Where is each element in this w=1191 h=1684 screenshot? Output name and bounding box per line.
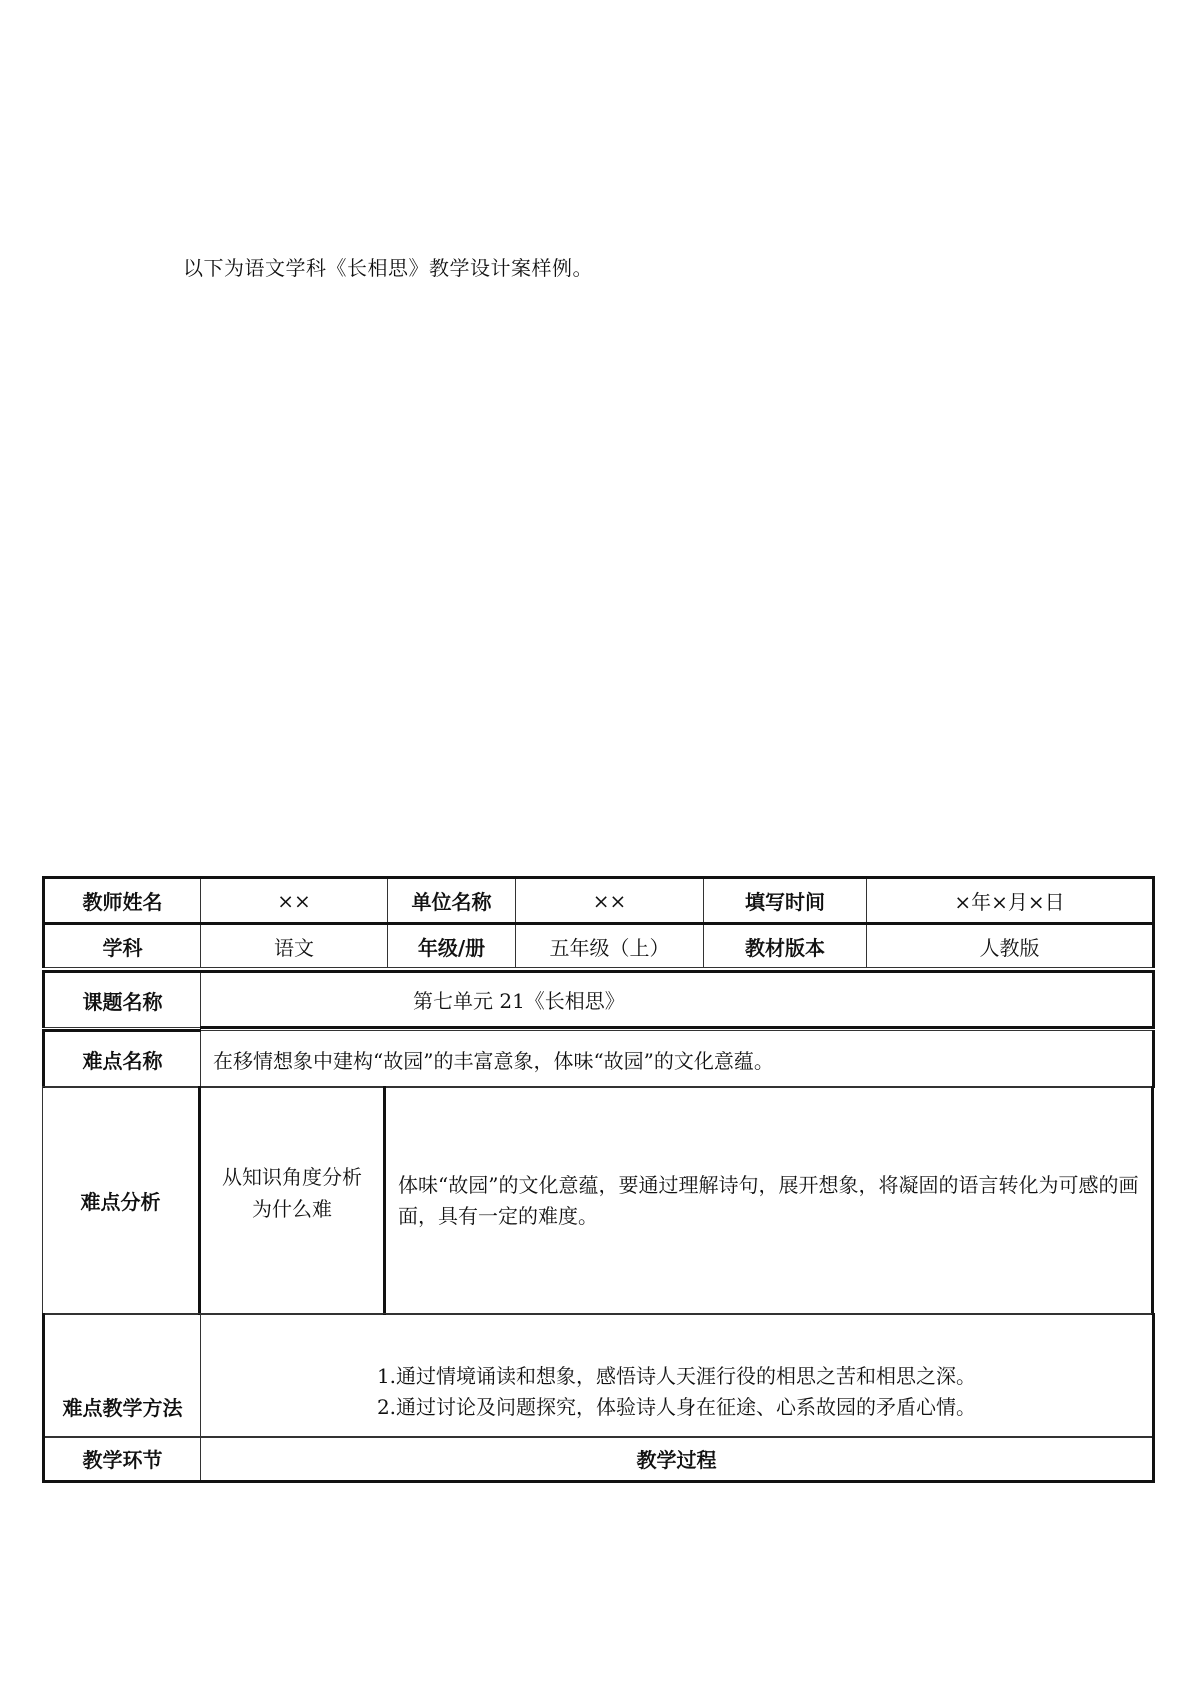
teacher-name-value: ×× <box>201 878 388 924</box>
subject-label: 学科 <box>44 924 201 968</box>
intro-text: 以下为语文学科《长相思》教学设计案样例。 <box>183 256 593 280</box>
grade-label: 年级/册 <box>388 924 516 968</box>
method-line-1: 1.通过情境诵读和想象，感悟诗人天涯行役的相思之苦和相思之深。 <box>376 1364 977 1388</box>
process-row <box>44 1437 1154 1482</box>
topic-label: 课题名称 <box>44 972 201 1028</box>
process-table <box>42 1436 1155 1483</box>
analysis-row <box>43 1087 1153 1315</box>
process-header: 教学过程 <box>201 1437 1154 1482</box>
analysis-label: 难点分析 <box>43 1087 200 1315</box>
unit-name-label: 单位名称 <box>388 878 516 924</box>
topic-table <box>42 970 1155 1029</box>
method-row <box>44 1314 1154 1438</box>
lesson-design-form <box>42 876 1152 1483</box>
difficulty-table <box>42 1029 1155 1088</box>
method-table <box>42 1313 1155 1438</box>
process-step-label: 教学环节 <box>44 1437 201 1482</box>
unit-name-value: ×× <box>516 878 704 924</box>
analysis-value: 体味“故园”的文化意蕴，要通过理解诗句，展开想象，将凝固的语言转化为可感的画面，具有一定的难度。 <box>385 1087 1153 1315</box>
difficulty-row <box>44 1031 1154 1088</box>
teacher-name-label: 教师姓名 <box>44 878 201 924</box>
fill-date-value: ×年×月×日 <box>867 878 1154 924</box>
header-row-1 <box>44 878 1154 924</box>
analysis-perspective-line-1: 从知识角度分析 <box>222 1164 362 1189</box>
fill-date-label: 填写时间 <box>704 878 867 924</box>
analysis-perspective <box>200 1087 385 1315</box>
difficulty-label: 难点名称 <box>44 1031 201 1088</box>
edition-label: 教材版本 <box>704 924 867 968</box>
topic-row <box>44 972 1154 1028</box>
header-row-2 <box>44 924 1154 968</box>
edition-value: 人教版 <box>867 924 1154 968</box>
method-label: 难点教学方法 <box>44 1314 201 1438</box>
method-line-2: 2.通过讨论及问题探究，体验诗人身在征途、心系故园的矛盾心情。 <box>376 1395 977 1419</box>
topic-value: 第七单元 21《长相思》 <box>201 972 1154 1028</box>
analysis-perspective-line-2: 为什么难 <box>252 1196 332 1221</box>
analysis-table <box>42 1086 1154 1315</box>
difficulty-value: 在移情想象中建构“故园”的丰富意象，体味“故园”的文化意蕴。 <box>201 1031 1154 1088</box>
subject-value: 语文 <box>201 924 388 968</box>
grade-value: 五年级（上） <box>516 924 704 968</box>
header-table <box>42 876 1155 968</box>
method-value <box>201 1314 1154 1438</box>
